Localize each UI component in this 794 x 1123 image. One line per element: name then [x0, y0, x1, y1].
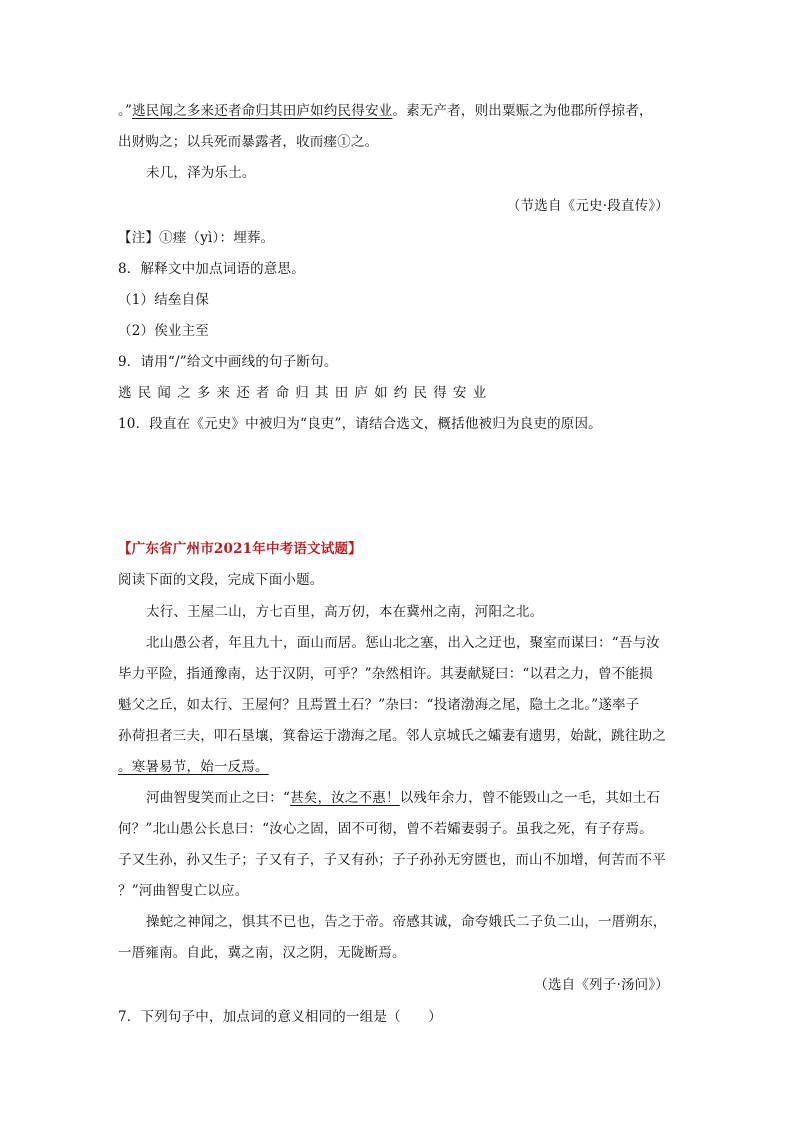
- source-citation: （节选自《元史·段直传》）: [506, 198, 669, 214]
- section-heading: 【广东省广州市2021年中考语文试题】: [118, 541, 362, 557]
- paragraph-line: 毕力平险，指通豫南，达于汉阴，可乎？”杂然相许。其妻献疑曰：“以君之力，曾不能损: [118, 666, 653, 682]
- text-fragment: 河曲智叟笑而止之曰：“: [146, 790, 291, 806]
- paragraph-line: 操蛇之神闻之，惧其不已也，告之于帝。帝感其诚，命夸娥氏二子负二山，一厝朔东，: [146, 914, 667, 930]
- question-8-item-2: （2）俟业主至: [118, 323, 209, 339]
- question-9: 9．请用“/”给文中画线的句子断句。: [118, 354, 338, 370]
- instruction: 阅读下面的文段，完成下面小题。: [118, 572, 324, 588]
- question-9-sentence: 逃民闻之多来还者命归其田庐如约民得安业: [118, 385, 493, 401]
- text-fragment: 。素无产者，则出粟赈之为他郡所俘掠者，: [392, 103, 653, 119]
- underlined-sentence: 甚矣，汝之不惠！: [290, 790, 400, 806]
- question-8: 8．解释文中加点词语的意思。: [118, 261, 305, 277]
- paragraph-line: 子又生孙，孙又生子；子又有子，子又有孙；子子孙孙无穷匮也，而山不加增，何苦而不平: [118, 852, 666, 868]
- paragraph-line: 魁父之丘，如太行、王屋何？且焉置土石？”杂曰：“投诸渤海之尾，隐土之北。”遂率子: [118, 697, 640, 713]
- paragraph-line: 太行、王屋二山，方七百里，高万仞，本在冀州之南，河阳之北。: [146, 604, 544, 620]
- paragraph-line: [146, 788, 660, 808]
- underlined-sentence: 。寒暑易节，始一反焉。: [118, 759, 269, 775]
- question-8-item-1: （1）结垒自保: [118, 292, 209, 308]
- paragraph-line: 一厝雍南。自此，冀之南，汉之阴，无陇断焉。: [118, 945, 406, 961]
- text-line: 未几，泽为乐土。: [146, 165, 256, 181]
- paragraph-line: ？”河曲智叟亡以应。: [118, 883, 249, 899]
- paragraph-line: 何？”北山愚公长息曰：“汝心之固，固不可彻，曾不若孀妻弱子。虽我之死，有子存焉。: [118, 821, 653, 837]
- text-fragment: 。”: [118, 103, 133, 119]
- text-line: 出财购之；以兵死而暴露者，收而瘗①之。: [118, 134, 379, 150]
- text-line: [118, 101, 653, 121]
- footnote: 【注】①瘗（yì）：埋葬。: [118, 230, 275, 246]
- paragraph-line: 北山愚公者，年且九十，面山而居。惩山北之塞，出入之迂也，聚室而谋曰：“吾与汝: [146, 635, 661, 651]
- source-citation: （选自《列子·汤问》）: [534, 977, 669, 993]
- question-7: 7．下列句子中，加点词的意义相同的一组是（ ）: [118, 1009, 442, 1025]
- paragraph-line: 孙荷担者三夫，叩石垦壤，箕畚运于渤海之尾。邻人京城氏之孀妻有遗男，始龀，跳往助之: [118, 728, 666, 744]
- text-fragment: 以残年余力，曾不能毁山之一毛，其如土石: [399, 790, 661, 806]
- underlined-sentence: 逃民闻之多来还者命归其田庐如约民得安业: [132, 103, 393, 119]
- question-10: 10．段直在《元史》中被归为“良吏”，请结合选文，概括他被归为良吏的原因。: [118, 416, 602, 432]
